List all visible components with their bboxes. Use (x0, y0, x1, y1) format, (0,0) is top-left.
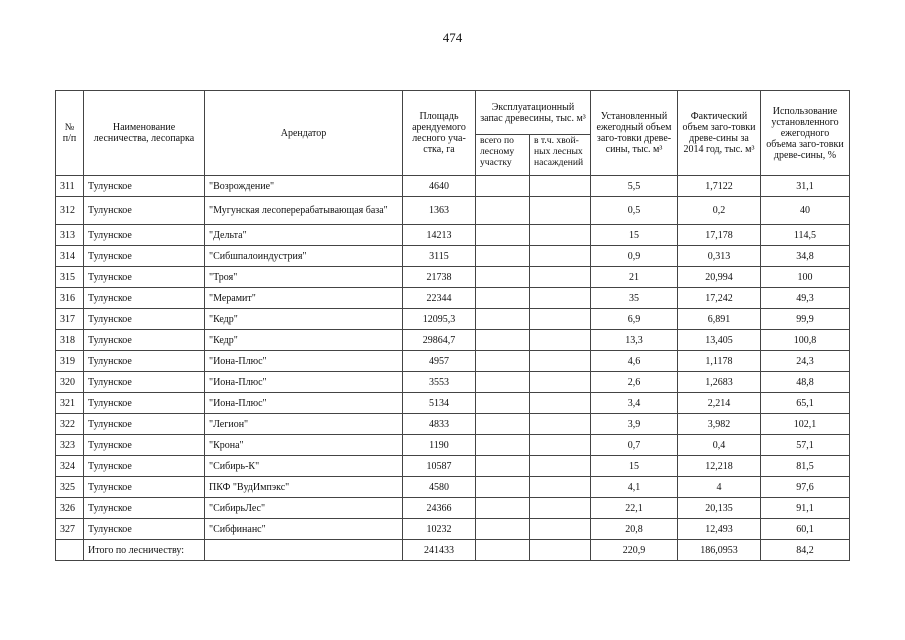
row-stock-conifer (530, 519, 591, 540)
row-stock-conifer (530, 435, 591, 456)
row-forestry: Тулунское (84, 372, 205, 393)
row-stock-conifer (530, 309, 591, 330)
row-established: 21 (591, 267, 678, 288)
row-stock-conifer (530, 498, 591, 519)
table-row (56, 456, 850, 477)
table-row (56, 372, 850, 393)
row-area: 1363 (403, 197, 476, 225)
row-area: 4580 (403, 477, 476, 498)
header-established: Установленный ежегодный объем заго-товки древе-сины, тыс. м³ (591, 91, 678, 176)
row-established: 22,1 (591, 498, 678, 519)
row-area: 12095,3 (403, 309, 476, 330)
row-usage: 57,1 (761, 435, 850, 456)
row-usage: 24,3 (761, 351, 850, 372)
row-stock-total (476, 288, 530, 309)
row-usage: 81,5 (761, 456, 850, 477)
row-number: 321 (56, 393, 84, 414)
row-stock-conifer (530, 351, 591, 372)
row-tenant: "Мерамит" (205, 288, 403, 309)
row-actual: 20,994 (678, 267, 761, 288)
table-row (56, 393, 850, 414)
row-area: 241433 (403, 540, 476, 561)
row-number: 320 (56, 372, 84, 393)
row-stock-conifer (530, 456, 591, 477)
row-forestry: Тулунское (84, 246, 205, 267)
row-tenant: "Дельта" (205, 225, 403, 246)
row-established: 5,5 (591, 176, 678, 197)
row-stock-conifer (530, 414, 591, 435)
row-number: 312 (56, 197, 84, 225)
row-tenant: "Иона-Плюс" (205, 372, 403, 393)
table-row (56, 288, 850, 309)
row-number: 315 (56, 267, 84, 288)
row-forestry: Итого по лесничеству: (84, 540, 205, 561)
row-number: 314 (56, 246, 84, 267)
row-stock-total (476, 330, 530, 351)
row-tenant: "Возрождение" (205, 176, 403, 197)
row-stock-total (476, 176, 530, 197)
table-row (56, 351, 850, 372)
row-stock-conifer (530, 393, 591, 414)
row-forestry: Тулунское (84, 498, 205, 519)
table-header (56, 91, 850, 176)
row-usage: 31,1 (761, 176, 850, 197)
row-actual: 0,313 (678, 246, 761, 267)
table-row (56, 477, 850, 498)
header-usage: Использование установленного ежегодного объема заго-товки древе-сины, % (761, 91, 850, 176)
row-established: 35 (591, 288, 678, 309)
row-stock-total (476, 267, 530, 288)
row-stock-total (476, 477, 530, 498)
row-usage: 49,3 (761, 288, 850, 309)
row-stock-conifer (530, 540, 591, 561)
row-area: 3115 (403, 246, 476, 267)
row-established: 13,3 (591, 330, 678, 351)
row-actual: 0,2 (678, 197, 761, 225)
row-stock-conifer (530, 330, 591, 351)
row-tenant: "Сибфинанс" (205, 519, 403, 540)
row-area: 1190 (403, 435, 476, 456)
row-established: 20,8 (591, 519, 678, 540)
row-number: 322 (56, 414, 84, 435)
table-row (56, 498, 850, 519)
total-row (56, 540, 850, 561)
row-number: 313 (56, 225, 84, 246)
table-row (56, 197, 850, 225)
row-stock-conifer (530, 477, 591, 498)
header-stock-total: всего по лесному участку (476, 135, 530, 176)
row-area: 22344 (403, 288, 476, 309)
row-number: 324 (56, 456, 84, 477)
row-usage: 100,8 (761, 330, 850, 351)
row-area: 5134 (403, 393, 476, 414)
row-actual: 13,405 (678, 330, 761, 351)
row-established: 220,9 (591, 540, 678, 561)
row-tenant: "Кедр" (205, 330, 403, 351)
header-tenant: Арендатор (205, 91, 403, 176)
table-body (56, 176, 850, 561)
row-usage: 100 (761, 267, 850, 288)
row-stock-total (476, 225, 530, 246)
header-area: Площадь арендуемого лесного уча-стка, га (403, 91, 476, 176)
row-forestry: Тулунское (84, 351, 205, 372)
row-number: 318 (56, 330, 84, 351)
row-tenant: "Сибшпалоиндустрия" (205, 246, 403, 267)
row-area: 29864,7 (403, 330, 476, 351)
header-actual: Фактический объем заго-товки древе-сины за 2014 год, тыс. м³ (678, 91, 761, 176)
row-tenant: "Троя" (205, 267, 403, 288)
row-usage: 99,9 (761, 309, 850, 330)
row-stock-total (476, 372, 530, 393)
row-tenant: "Мугунская лесоперерабатывающая база" (205, 197, 403, 225)
row-stock-conifer (530, 176, 591, 197)
row-number: 317 (56, 309, 84, 330)
row-actual: 3,982 (678, 414, 761, 435)
row-established: 4,1 (591, 477, 678, 498)
row-stock-conifer (530, 267, 591, 288)
row-forestry: Тулунское (84, 288, 205, 309)
row-stock-conifer (530, 372, 591, 393)
row-area: 4957 (403, 351, 476, 372)
row-established: 0,9 (591, 246, 678, 267)
row-tenant: "Легион" (205, 414, 403, 435)
row-actual: 1,7122 (678, 176, 761, 197)
table-row (56, 176, 850, 197)
row-forestry: Тулунское (84, 519, 205, 540)
table-row (56, 435, 850, 456)
row-area: 4640 (403, 176, 476, 197)
row-actual: 17,242 (678, 288, 761, 309)
row-number: 327 (56, 519, 84, 540)
row-forestry: Тулунское (84, 477, 205, 498)
row-tenant: "СибирьЛес" (205, 498, 403, 519)
row-stock-total (476, 197, 530, 225)
row-stock-total (476, 351, 530, 372)
row-usage: 84,2 (761, 540, 850, 561)
row-usage: 102,1 (761, 414, 850, 435)
row-forestry: Тулунское (84, 267, 205, 288)
row-tenant: "Иона-Плюс" (205, 351, 403, 372)
row-forestry: Тулунское (84, 330, 205, 351)
row-usage: 97,6 (761, 477, 850, 498)
row-stock-total (476, 246, 530, 267)
row-stock-total (476, 435, 530, 456)
row-forestry: Тулунское (84, 225, 205, 246)
row-usage: 60,1 (761, 519, 850, 540)
row-usage: 48,8 (761, 372, 850, 393)
row-number: 316 (56, 288, 84, 309)
row-forestry: Тулунское (84, 309, 205, 330)
row-established: 4,6 (591, 351, 678, 372)
row-number (56, 540, 84, 561)
header-stock-conifer: в т.ч. хвой-ных лесных насаждений (530, 135, 591, 176)
table-row (56, 225, 850, 246)
row-number: 325 (56, 477, 84, 498)
row-stock-conifer (530, 288, 591, 309)
row-stock-total (476, 309, 530, 330)
row-tenant: "Сибирь-К" (205, 456, 403, 477)
row-stock-total (476, 540, 530, 561)
row-usage: 114,5 (761, 225, 850, 246)
row-forestry: Тулунское (84, 176, 205, 197)
row-actual: 186,0953 (678, 540, 761, 561)
row-actual: 1,2683 (678, 372, 761, 393)
row-forestry: Тулунское (84, 197, 205, 225)
row-actual: 4 (678, 477, 761, 498)
table-row (56, 330, 850, 351)
table-row (56, 246, 850, 267)
row-tenant: "Иона-Плюс" (205, 393, 403, 414)
row-established: 3,4 (591, 393, 678, 414)
row-stock-total (476, 393, 530, 414)
row-tenant: ПКФ "ВудИмпэкс" (205, 477, 403, 498)
row-area: 10587 (403, 456, 476, 477)
row-usage: 40 (761, 197, 850, 225)
row-area: 14213 (403, 225, 476, 246)
row-actual: 1,1178 (678, 351, 761, 372)
row-actual: 12,493 (678, 519, 761, 540)
row-area: 10232 (403, 519, 476, 540)
row-actual: 2,214 (678, 393, 761, 414)
row-established: 15 (591, 456, 678, 477)
row-actual: 17,178 (678, 225, 761, 246)
row-actual: 6,891 (678, 309, 761, 330)
row-area: 4833 (403, 414, 476, 435)
row-number: 311 (56, 176, 84, 197)
row-stock-total (476, 456, 530, 477)
table-row (56, 267, 850, 288)
row-forestry: Тулунское (84, 393, 205, 414)
row-established: 15 (591, 225, 678, 246)
row-forestry: Тулунское (84, 414, 205, 435)
row-usage: 65,1 (761, 393, 850, 414)
row-stock-total (476, 519, 530, 540)
row-established: 6,9 (591, 309, 678, 330)
row-area: 3553 (403, 372, 476, 393)
row-stock-total (476, 414, 530, 435)
row-actual: 20,135 (678, 498, 761, 519)
header-forestry: Наименование лесничества, лесопарка (84, 91, 205, 176)
row-actual: 0,4 (678, 435, 761, 456)
lease-table (55, 90, 850, 561)
row-forestry: Тулунское (84, 456, 205, 477)
row-forestry: Тулунское (84, 435, 205, 456)
row-tenant (205, 540, 403, 561)
row-stock-conifer (530, 225, 591, 246)
row-number: 319 (56, 351, 84, 372)
row-usage: 34,8 (761, 246, 850, 267)
row-stock-conifer (530, 197, 591, 225)
table-row (56, 414, 850, 435)
row-established: 2,6 (591, 372, 678, 393)
row-usage: 91,1 (761, 498, 850, 519)
row-number: 326 (56, 498, 84, 519)
row-tenant: "Крона" (205, 435, 403, 456)
row-number: 323 (56, 435, 84, 456)
page-number: 474 (442, 30, 463, 45)
row-area: 24366 (403, 498, 476, 519)
table-row (56, 309, 850, 330)
row-established: 0,5 (591, 197, 678, 225)
row-tenant: "Кедр" (205, 309, 403, 330)
row-area: 21738 (403, 267, 476, 288)
row-established: 0,7 (591, 435, 678, 456)
row-stock-total (476, 498, 530, 519)
row-stock-conifer (530, 246, 591, 267)
header-no: № п/п (56, 91, 84, 176)
row-established: 3,9 (591, 414, 678, 435)
row-actual: 12,218 (678, 456, 761, 477)
table-row (56, 519, 850, 540)
header-stock-group: Эксплуатационный запас древесины, тыс. м³ (476, 91, 591, 135)
